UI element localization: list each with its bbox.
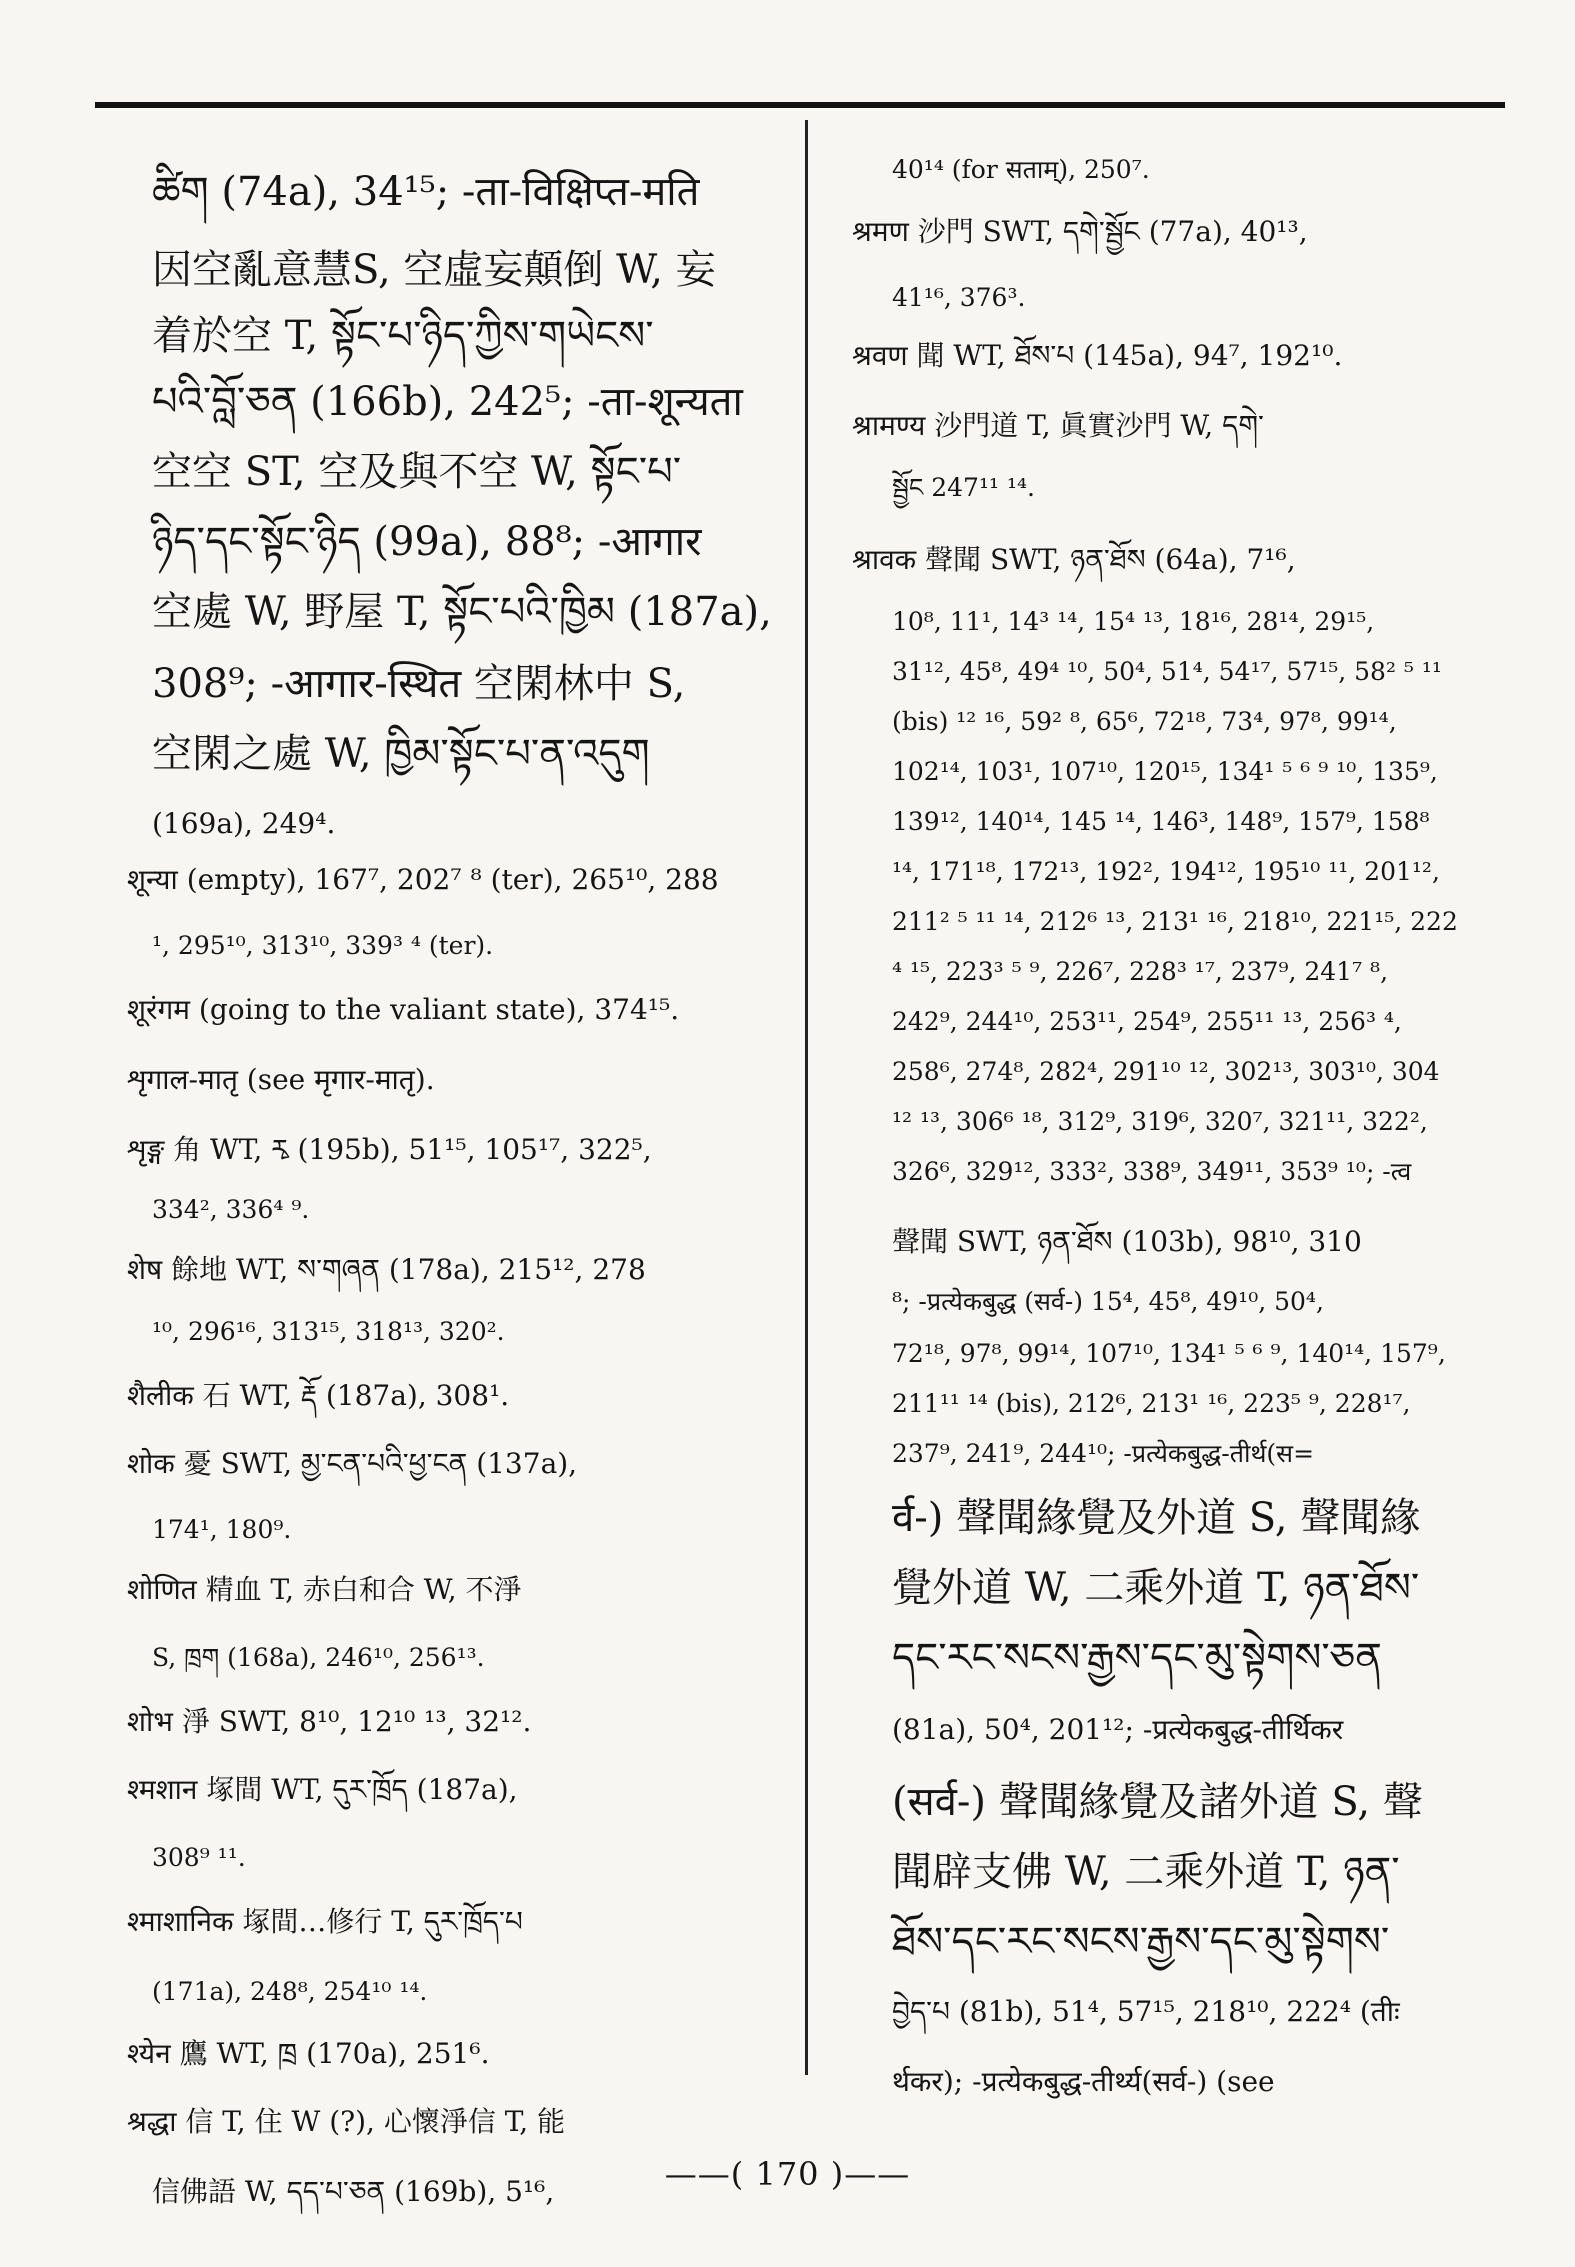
text-line: 72¹⁸, 97⁸, 99¹⁴, 107¹⁰, 134¹ ⁵ ⁶ ⁹, 140¹⁴, 157⁹, bbox=[892, 1339, 1446, 1368]
text-line: 10⁸, 11¹, 14³ ¹⁴, 15⁴ ¹³, 18¹⁶, 28¹⁴, 29¹⁵, bbox=[892, 607, 1375, 636]
text-line: (171a), 248⁸, 254¹⁰ ¹⁴. bbox=[152, 1977, 428, 2006]
text-line: 308⁹ ¹¹. bbox=[152, 1843, 246, 1872]
text-line: 242⁹, 244¹⁰, 253¹¹, 254⁹, 255¹¹ ¹³, 256³ ⁴, bbox=[892, 1007, 1402, 1036]
text-line: 102¹⁴, 103¹, 107¹⁰, 120¹⁵, 134¹ ⁵ ⁶ ⁹ ¹⁰, 135⁹, bbox=[892, 757, 1438, 786]
text-line: སྦྱོང 247¹¹ ¹⁴. bbox=[892, 473, 1035, 502]
text-line: 41¹⁶, 376³. bbox=[892, 283, 1026, 312]
text-line: 211² ⁵ ¹¹ ¹⁴, 212⁶ ¹³, 213¹ ¹⁶, 218¹⁰, 221¹⁵, 222 bbox=[892, 907, 1458, 936]
text-line: 308⁹; -आगार-स्थित 空閑林中 S, bbox=[152, 661, 686, 707]
text-line: (bis) ¹² ¹⁶, 59² ⁸, 65⁶, 72¹⁸, 73⁴, 97⁸, 99¹⁴, bbox=[892, 707, 1397, 736]
text-line: 174¹, 180⁹. bbox=[152, 1515, 292, 1544]
text-line: (सर्व-) 聲聞緣覺及諸外道 S, 聲 bbox=[892, 1779, 1423, 1825]
text-line: र्व-) 聲聞緣覺及外道 S, 聲聞緣 bbox=[892, 1495, 1421, 1541]
text-line: शोणित 精血 T, 赤白和合 W, 不淨 bbox=[127, 1573, 522, 1606]
text-line: ཉིད་དང་སྟོང་ཉིད (99a), 88⁸; -आगार bbox=[152, 519, 702, 565]
text-line: 空處 W, 野屋 T, སྟོང་པའི་ཁྱིམ (187a), bbox=[152, 589, 772, 635]
text-line: 覺外道 W, 二乘外道 T, ཉན་ཐོས་ bbox=[892, 1565, 1420, 1611]
column-divider bbox=[805, 120, 808, 2075]
text-line: ¹⁴, 171¹⁸, 172¹³, 192², 194¹², 195¹⁰ ¹¹, 201¹², bbox=[892, 857, 1440, 886]
text-line: श्रमण 沙門 SWT, དགེ་སྦྱོང (77a), 40¹³, bbox=[852, 215, 1308, 248]
text-line: བྱེད་པ (81b), 51⁴, 57¹⁵, 218¹⁰, 222⁴ (तीः bbox=[892, 1995, 1400, 2028]
text-line: शैलीक 石 WT, རྡོ (187a), 308¹. bbox=[127, 1379, 510, 1412]
text-line: 237⁹, 241⁹, 244¹⁰; -प्रत्येकबुद्ध-तीर्थ(स= bbox=[892, 1439, 1315, 1468]
text-line: 聞辟支佛 W, 二乘外道 T, ཉན་ bbox=[892, 1849, 1400, 1895]
text-line: ཐོས་དང་རང་སངས་རྒྱས་དང་མུ་སྟེགས་ bbox=[892, 1919, 1390, 1965]
text-line: 空閑之處 W, ཁྱིམ་སྟོང་པ་ན་འདུག bbox=[152, 731, 650, 777]
text-line: शून्या (empty), 167⁷, 202⁷ ⁸ (ter), 265¹⁰, 288 bbox=[127, 863, 719, 896]
text-line: 139¹², 140¹⁴, 145 ¹⁴, 146³, 148⁹, 157⁹, 158⁸ bbox=[892, 807, 1430, 836]
text-line: ¹² ¹³, 306⁶ ¹⁸, 312⁹, 319⁶, 320⁷, 321¹¹, 322², bbox=[892, 1107, 1428, 1136]
text-line: 258⁶, 274⁸, 282⁴, 291¹⁰ ¹², 302¹³, 303¹⁰, 304 bbox=[892, 1057, 1440, 1086]
text-line: (169a), 249⁴. bbox=[152, 807, 336, 840]
text-line: श्रद्धा 信 T, 住 W (?), 心懷淨信 T, 能 bbox=[127, 2105, 566, 2138]
text-line: 着於空 T, སྟོང་པ་ཉིད་ཀྱིས་གཡེངས་ bbox=[152, 313, 654, 359]
text-line: ¹, 295¹⁰, 313¹⁰, 339³ ⁴ (ter). bbox=[152, 931, 494, 960]
text-line: शृङ्ग 角 WT, རྭ (195b), 51¹⁵, 105¹⁷, 322⁵, bbox=[127, 1133, 652, 1166]
text-line: श्रावक 聲聞 SWT, ཉན་ཐོས (64a), 7¹⁶, bbox=[852, 543, 1296, 576]
text-line: ¹⁰, 296¹⁶, 313¹⁵, 318¹³, 320². bbox=[152, 1317, 505, 1346]
text-line: श्येन 鷹 WT, ཁྲ (170a), 251⁶. bbox=[127, 2037, 490, 2070]
text-line: 211¹¹ ¹⁴ (bis), 212⁶, 213¹ ¹⁶, 223⁵ ⁹, 228¹⁷, bbox=[892, 1389, 1411, 1418]
text-line: པའི་བློ་ཅན (166b), 242⁵; -ता-शून्यता bbox=[152, 379, 743, 425]
text-line: 326⁶, 329¹², 333², 338⁹, 349¹¹, 353⁹ ¹⁰; -त्व bbox=[892, 1157, 1412, 1186]
text-line: श्मशान 塚間 WT, དུར་ཁྲོད (187a), bbox=[127, 1773, 518, 1806]
text-line: 40¹⁴ (for सताम्), 250⁷. bbox=[892, 155, 1150, 184]
top-rule bbox=[95, 102, 1505, 108]
text-line: 334², 336⁴ ⁹. bbox=[152, 1195, 310, 1224]
text-line: 31¹², 45⁸, 49⁴ ¹⁰, 50⁴, 51⁴, 54¹⁷, 57¹⁵, 58² ⁵ ¹¹ bbox=[892, 657, 1442, 686]
text-line: श्रामण्य 沙門道 T, 眞實沙門 W, དགེ་ bbox=[852, 409, 1264, 442]
text-line: ⁴ ¹⁵, 223³ ⁵ ⁹, 226⁷, 228³ ¹⁷, 237⁹, 241⁷ ⁸, bbox=[892, 957, 1389, 986]
text-line: ⁸; -प्रत्येकबुद्ध (सर्व-) 15⁴, 45⁸, 49¹⁰, 50⁴, bbox=[892, 1287, 1324, 1316]
text-line: 信佛語 W, དད་པ་ཅན (169b), 5¹⁶, bbox=[152, 2175, 555, 2208]
text-line: शूरंगम (going to the valiant state), 374¹⁵. bbox=[127, 993, 680, 1026]
text-line: 聲聞 SWT, ཉན་ཐོས (103b), 98¹⁰, 310 bbox=[892, 1225, 1362, 1258]
text-line: शोक 憂 SWT, མྱ་ངན་པའི་ཕྱ་ངན (137a), bbox=[127, 1447, 578, 1480]
text-line: शृगाल-मातृ (see मृगार-मातृ). bbox=[127, 1063, 435, 1096]
text-line: शेष 餘地 WT, ས་གཞན (178a), 215¹², 278 bbox=[127, 1253, 646, 1286]
text-line: शोभ 淨 SWT, 8¹⁰, 12¹⁰ ¹³, 32¹². bbox=[127, 1705, 532, 1738]
text-line: S, ཁྲག (168a), 246¹⁰, 256¹³. bbox=[152, 1643, 485, 1672]
page-number: ——( 170 )—— bbox=[664, 2155, 911, 2193]
text-line: र्थकर); -प्रत्येकबुद्ध-तीर्थ्य(सर्व-) (see bbox=[892, 2065, 1275, 2098]
text-line: (81a), 50⁴, 201¹²; -प्रत्येकबुद्ध-तीर्थिकर bbox=[892, 1713, 1344, 1746]
text-line: 空空 ST, 空及與不空 W, སྟོང་པ་ bbox=[152, 449, 682, 495]
text-line: ཚིག (74a), 34¹⁵; -ता-विक्षिप्त-मति bbox=[152, 169, 700, 215]
text-line: श्रवण 聞 WT, ཐོས་པ (145a), 94⁷, 192¹⁰. bbox=[852, 339, 1343, 372]
text-line: དང་རང་སངས་རྒྱས་དང་མུ་སྟེགས་ཅན bbox=[892, 1635, 1382, 1681]
text-line: 因空亂意慧S, 空虛妄顛倒 W, 妄 bbox=[152, 247, 716, 293]
text-line: श्माशानिक 塚間…修行 T, དུར་ཁྲོད་པ bbox=[127, 1905, 523, 1938]
